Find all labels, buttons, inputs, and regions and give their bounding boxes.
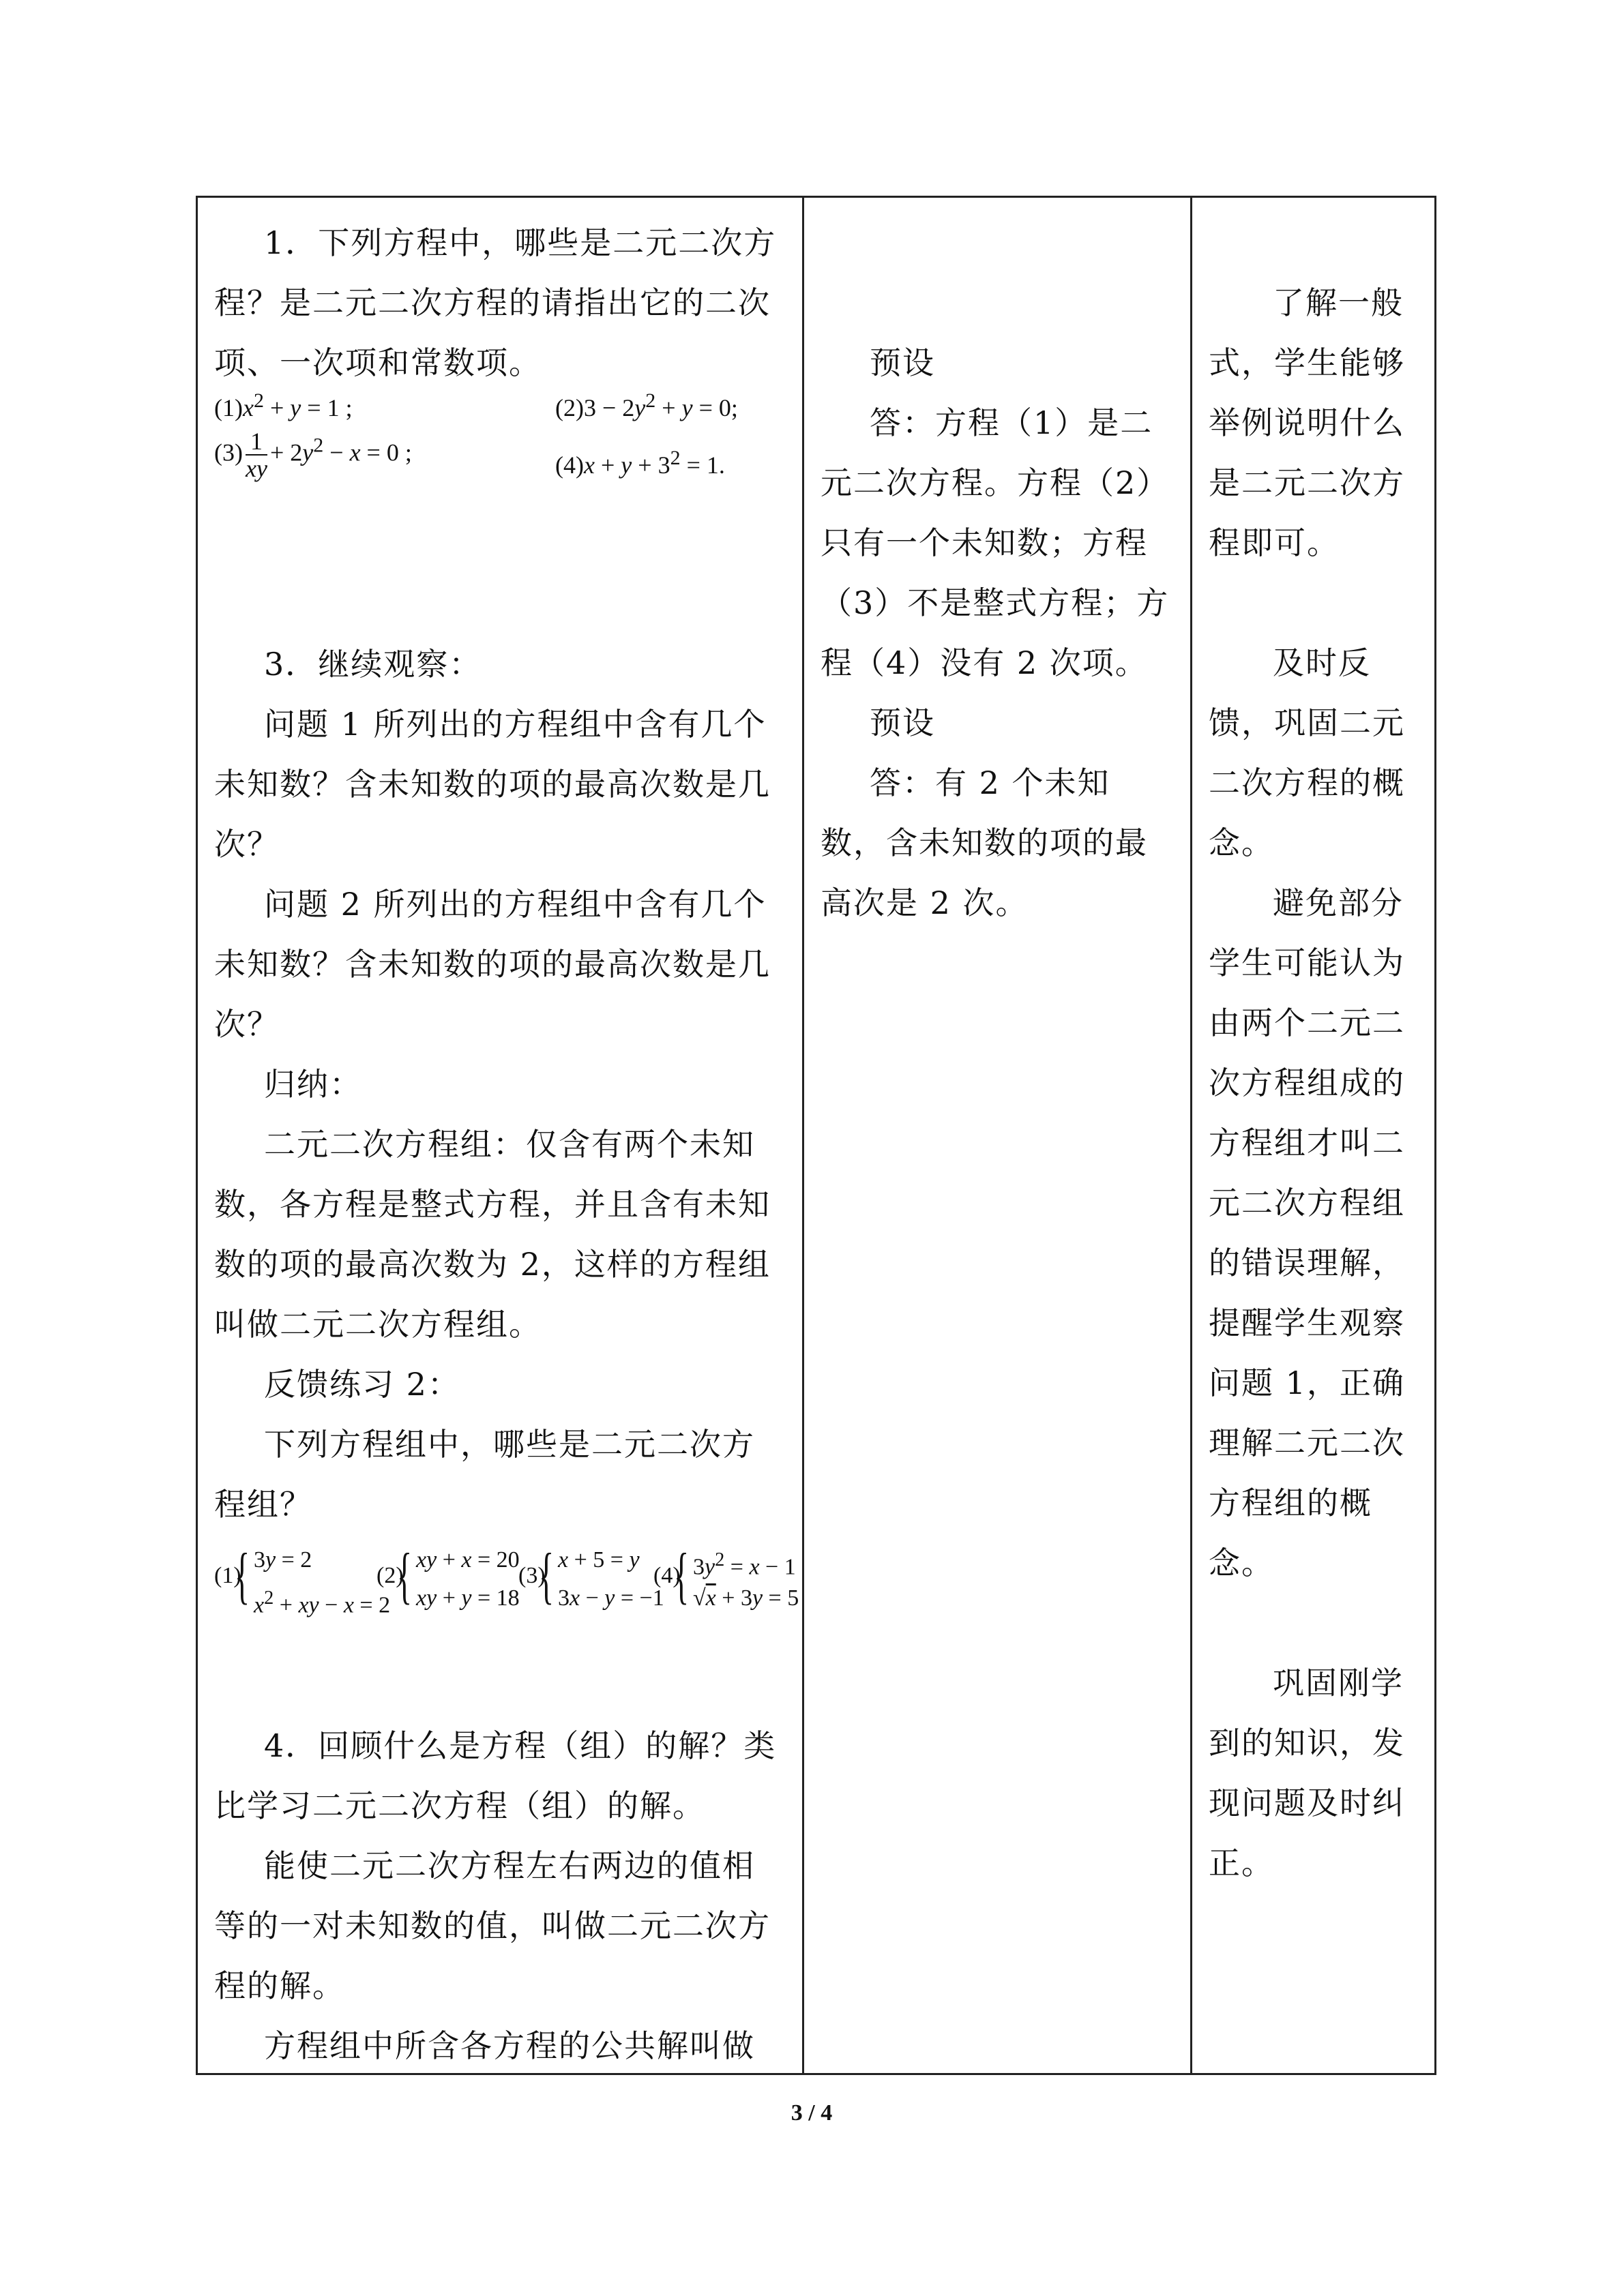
note-line: 到的知识，发: [1209, 1725, 1405, 1761]
brace-icon: {: [539, 1540, 555, 1610]
equation-system-3: (3) { x + 5 = y 3x − y = −1: [518, 1540, 664, 1611]
note-line: 次方程组成的: [1209, 1064, 1405, 1101]
system-label: (4): [653, 1563, 681, 1588]
summary-line: 数，各方程是整式方程，并且含有未知: [214, 1186, 771, 1223]
equation-label: (2): [555, 394, 584, 421]
note-line: 理解二元二次: [1209, 1425, 1405, 1461]
practice-line: 程组？: [214, 1486, 312, 1523]
question-3-line: 问题 2 所列出的方程组中含有几个: [264, 886, 767, 923]
summary-line: 数的项的最高次数为 2，这样的方程组: [214, 1246, 771, 1283]
equation-2: $(2)3 - 2y^2 + y = 0$;: [555, 389, 738, 421]
question-3-line: 未知数？含未知数的项的最高次数是几: [214, 766, 771, 803]
note-line: 巩固刚学: [1273, 1665, 1404, 1701]
note-line: 提醒学生观察: [1209, 1304, 1405, 1341]
preset-label: 预设: [870, 704, 935, 741]
brace-icon: {: [674, 1540, 690, 1610]
equation-system-2: (2) { xy + x = 20 xy + y = 18: [377, 1540, 520, 1611]
answer-2-line: 答：有 2 个未知: [870, 764, 1110, 801]
lesson-plan-table: [196, 196, 1436, 2075]
note-line: 正。: [1209, 1845, 1274, 1881]
equation-label: (1): [214, 394, 243, 421]
answer-1-line: 只有一个未知数；方程: [821, 524, 1148, 561]
note-line: 问题 1，正确: [1209, 1365, 1405, 1401]
note-line: 方程组才叫二: [1209, 1124, 1405, 1161]
question-3-line: 未知数？含未知数的项的最高次数是几: [214, 946, 771, 983]
question-1-line: 程？是二元二次方程的请指出它的二次: [214, 284, 771, 321]
question-3-line: 次？: [214, 826, 280, 863]
design-intent-column: [1192, 197, 1436, 2074]
student-activity-column: [803, 197, 1192, 2074]
note-line: 元二次方程组: [1209, 1184, 1405, 1221]
answer-1-line: 答：方程（1）是二: [870, 404, 1153, 441]
equation-system-1: (1) { 3y = 2 $x^2$ + xy − x = 2: [214, 1540, 391, 1618]
note-line: 学生可能认为: [1209, 944, 1405, 981]
equation-label: (4): [555, 451, 584, 479]
note-line: 由两个二元二: [1209, 1004, 1405, 1041]
question-4-line: 能使二元二次方程左右两边的值相: [264, 1847, 755, 1884]
equation-4: $(4)x + y + 3^2 = 1$.: [555, 447, 725, 479]
brace-icon: {: [235, 1540, 250, 1610]
practice-title: 反馈练习 2：: [264, 1366, 460, 1403]
question-4-line: 方程组中所含各方程的公共解叫做: [264, 2027, 755, 2064]
equation-system-4: (4) { $3y^2 = x - 1$ √x + 3y = 5: [653, 1540, 799, 1611]
summary-title: 归纳：: [264, 1066, 362, 1103]
question-4-line: 程的解。: [214, 1967, 345, 2004]
preset-label: 预设: [870, 344, 935, 381]
equation-3: (3) $\frac{1}{xy}$ + $2y^2 - x = 0$ ;: [214, 428, 412, 482]
question-3-line: 问题 1 所列出的方程组中含有几个: [264, 706, 767, 743]
note-line: 式，学生能够: [1209, 344, 1405, 381]
answer-2-line: 数，含未知数的项的最: [821, 824, 1148, 861]
summary-line: 二元二次方程组：仅含有两个未知: [264, 1126, 755, 1163]
question-1-line: 1．下列方程中，哪些是二元二次方: [264, 224, 777, 261]
note-line: 的错误理解，: [1209, 1244, 1405, 1281]
note-line: 馈，巩固二元: [1209, 704, 1405, 741]
note-line: 了解一般: [1273, 284, 1404, 321]
note-line: 举例说明什么: [1209, 404, 1405, 441]
answer-1-line: （3）不是整式方程；方: [821, 584, 1170, 621]
question-3-line: 次？: [214, 1006, 280, 1043]
answer-2-line: 高次是 2 次。: [821, 884, 1029, 921]
brace-icon: {: [397, 1540, 413, 1610]
practice-line: 下列方程组中，哪些是二元二次方: [264, 1426, 755, 1463]
answer-1-line: 程（4）没有 2 次项。: [821, 644, 1148, 681]
content-column: [197, 197, 803, 2074]
note-line: 二次方程的概: [1209, 764, 1405, 801]
answer-1-line: 元二次方程。方程（2）: [821, 464, 1170, 501]
question-3-line: 3．继续观察：: [264, 646, 482, 683]
equation-label: (3): [214, 438, 243, 466]
system-label: (2): [377, 1563, 404, 1588]
summary-line: 叫做二元二次方程组。: [214, 1306, 542, 1343]
equation-1: $(1)x^2 + y = 1$ ;: [214, 389, 353, 421]
note-line: 及时反: [1273, 644, 1371, 681]
note-line: 避免部分: [1273, 884, 1404, 921]
system-label: (3): [518, 1563, 546, 1588]
system-label: (1): [214, 1563, 241, 1588]
note-line: 念。: [1209, 824, 1274, 861]
page-number: 3 / 4: [791, 2100, 833, 2126]
note-line: 念。: [1209, 1545, 1274, 1581]
question-4-line: 等的一对未知数的值，叫做二元二次方: [214, 1907, 771, 1944]
question-4-line: 比学习二元二次方程（组）的解。: [214, 1787, 705, 1824]
note-line: 方程组的概: [1209, 1485, 1372, 1521]
question-1-line: 项、一次项和常数项。: [214, 344, 542, 381]
question-4-line: 4．回顾什么是方程（组）的解？类: [264, 1727, 777, 1764]
note-line: 是二元二次方: [1209, 464, 1405, 501]
note-line: 现问题及时纠: [1209, 1785, 1405, 1821]
note-line: 程即可。: [1209, 524, 1340, 561]
